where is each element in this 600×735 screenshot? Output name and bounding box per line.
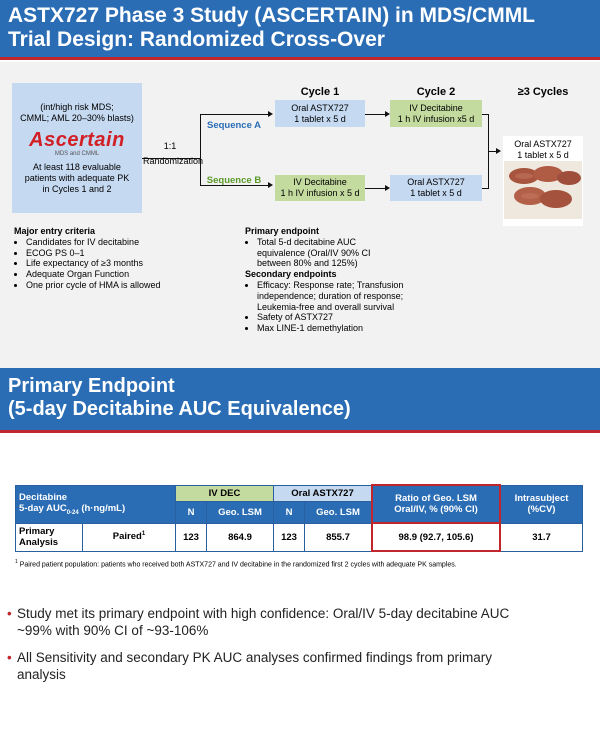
ratio-value: 98.9 (92.7, 105.6) xyxy=(372,523,500,551)
secondary-endpoint-item: • Safety of ASTX727 xyxy=(257,312,445,323)
entry-criteria-item: • Candidates for IV decitabine xyxy=(26,237,244,248)
slide1-title-line1: ASTX727 Phase 3 Study (ASCERTAIN) in MDS/CMML xyxy=(8,4,536,27)
population-line4: patients with adequate PK xyxy=(24,172,130,183)
randomization-ratio: 1:1 xyxy=(163,141,177,151)
population-line2: CMML; AML 20–30% blasts) xyxy=(20,112,134,123)
conclusion-bullet xyxy=(7,649,577,683)
secondary-endpoint-line3: Leukemia-free and overall survival xyxy=(257,301,395,312)
table-col-label-line2 xyxy=(19,503,172,516)
secondary-endpoints-list xyxy=(245,280,445,334)
conclusion-bullet-line1: Study met its primary endpoint with high confidence: Oral/IV 5-day decitabine AUC xyxy=(17,606,510,621)
population-line1: (int/high risk MDS; xyxy=(40,101,114,112)
cycle2-seq-b-line1: Oral ASTX727 xyxy=(407,177,465,187)
intra-value: 31.7 xyxy=(500,523,583,551)
branch-a-line xyxy=(200,114,268,115)
slide2-accent-line xyxy=(0,430,600,433)
population-box xyxy=(12,83,142,213)
logo-subtitle: MDS and CMML xyxy=(54,150,100,157)
sequence-a-label: Sequence A xyxy=(206,120,262,131)
entry-criteria-item: • ECOG PS 0–1 xyxy=(26,248,244,259)
conclusion-bullet xyxy=(7,605,577,639)
ratio-header-line2: Oral/IV, % (90% CI) xyxy=(394,504,478,515)
cycle1-seq-b-box xyxy=(275,175,365,201)
row-label-line1: Primary xyxy=(19,526,55,537)
bullet-dot-icon: • xyxy=(7,606,12,621)
conclusion-bullet-line2: analysis xyxy=(17,667,66,682)
entry-criteria-list xyxy=(14,237,244,291)
table-row xyxy=(16,523,583,551)
row-label-line2: Analysis xyxy=(19,537,59,548)
row-sub-sup: 1 xyxy=(141,531,146,538)
intra-header-line1: Intrasubject xyxy=(514,493,569,504)
entry-criteria-item: • Life expectancy of ≥3 months xyxy=(26,258,244,269)
arrow-c3 xyxy=(496,148,501,154)
primary-endpoint-line2: equivalence (Oral/IV 90% CI xyxy=(257,247,371,258)
row-sub-text: Paired xyxy=(112,531,142,543)
intra-header-line2: (%CV) xyxy=(527,504,556,515)
oral-n-value: 123 xyxy=(274,523,305,551)
secondary-endpoint-line1: • Efficacy: Response rate; Transfusion xyxy=(257,279,404,290)
cycle2-seq-a-line2: 1 h IV infusion x5 d xyxy=(397,113,475,124)
cycle1-header: Cycle 1 xyxy=(300,86,340,98)
arrow-b1 xyxy=(268,182,273,188)
merge-connector xyxy=(488,151,496,152)
randomization-label: Randomization xyxy=(143,156,204,166)
table-ratio-header xyxy=(372,485,500,523)
table-intra-header xyxy=(500,485,583,523)
primary-endpoint-list xyxy=(245,237,445,269)
ascertain-logo: Ascertain xyxy=(29,128,125,151)
primary-endpoint-item xyxy=(257,237,445,269)
slide2-title-line2: (5-day Decitabine AUC Equivalence) xyxy=(8,398,351,420)
secondary-endpoint-item: • Max LINE-1 demethylation xyxy=(257,323,445,334)
tablets-icon xyxy=(504,161,582,219)
slide1-accent-line xyxy=(0,57,600,60)
sequence-b-label: Sequence B xyxy=(206,175,262,186)
conclusion-bullet-line2: ~99% with 90% CI of ~93-106% xyxy=(17,623,209,638)
cycle2-seq-b-line2: 1 tablet x 5 d xyxy=(410,188,462,198)
entry-criteria-item: • One prior cycle of HMA is allowed xyxy=(26,280,244,291)
endpoints xyxy=(245,226,445,334)
auc-label: 5-day AUC xyxy=(19,503,67,515)
cycle1-seq-b-line1: IV Decitabine xyxy=(293,177,347,187)
footnote-sup: 1 xyxy=(15,559,18,565)
cycle2-seq-a-box xyxy=(390,100,482,127)
cycle1-a-connector xyxy=(365,114,385,115)
primary-endpoint-line3: between 80% and 125%) xyxy=(257,258,358,269)
cycle2-seq-a-line1: IV Decitabine xyxy=(409,102,463,113)
slide1-title-line2: Trial Design: Randomized Cross-Over xyxy=(8,28,385,51)
oral-geo-header: Geo. LSM xyxy=(305,501,373,523)
oral-geo-value: 855.7 xyxy=(305,523,373,551)
row-sub-label xyxy=(83,523,176,551)
population-line3: At least 118 evaluable xyxy=(33,161,121,172)
auc-subscript: 0-24 xyxy=(66,509,79,516)
results-table xyxy=(15,484,583,552)
iv-n-header: N xyxy=(176,501,207,523)
cycle3-line2: 1 tablet x 5 d xyxy=(517,150,569,160)
ratio-header-line1: Ratio of Geo. LSM xyxy=(395,493,477,504)
oral-n-header: N xyxy=(274,501,305,523)
cycle3-box xyxy=(503,136,583,226)
iv-n-value: 123 xyxy=(176,523,207,551)
conclusion-bullet-line1: All Sensitivity and secondary PK AUC analyses confirmed findings from primary xyxy=(17,650,492,665)
cycle1-seq-b-line2: 1 h IV infusion x 5 d xyxy=(280,188,360,198)
cycle2-header: Cycle 2 xyxy=(416,86,456,98)
bullet-dot-icon: • xyxy=(7,650,12,665)
table-iv-dec-header: IV DEC xyxy=(176,485,274,501)
primary-endpoint-heading: Primary endpoint xyxy=(245,226,320,236)
secondary-endpoint-line2: independence; duration of response; xyxy=(257,290,404,301)
cycle1-seq-a-box xyxy=(275,100,365,127)
cycle1-seq-a-line1: Oral ASTX727 xyxy=(291,102,349,113)
entry-criteria-heading: Major entry criteria xyxy=(14,226,96,236)
randomization-branch xyxy=(200,114,201,185)
cycle1-b-connector xyxy=(365,188,385,189)
cycle3-line1: Oral ASTX727 xyxy=(514,139,572,149)
table-oral-header: Oral ASTX727 xyxy=(274,485,373,501)
table-col-label xyxy=(16,485,176,523)
iv-geo-header: Geo. LSM xyxy=(207,501,274,523)
slide1-title-banner xyxy=(0,0,600,57)
population-line5: in Cycles 1 and 2 xyxy=(42,183,112,194)
cycle3-header: ≥3 Cycles xyxy=(517,86,569,98)
footnote-text: Paired patient population: patients who received both ASTX727 and IV decitabine in the randomized first 2 cycles with adequate PK samples. xyxy=(17,561,457,569)
iv-geo-value: 864.9 xyxy=(207,523,274,551)
row-label xyxy=(16,523,83,551)
table-col-label-line1: Decitabine xyxy=(19,492,68,504)
cycle1-seq-a-line2: 1 tablet x 5 d xyxy=(294,113,346,124)
cycle2-seq-b-box xyxy=(390,175,482,201)
primary-endpoint-line1: • Total 5-d decitabine AUC xyxy=(257,236,357,247)
auc-unit: (h·ng/mL) xyxy=(78,503,126,515)
secondary-endpoints-heading: Secondary endpoints xyxy=(245,269,337,280)
slide2-title-banner xyxy=(0,368,600,430)
footnote xyxy=(15,558,590,569)
secondary-endpoint-item xyxy=(257,280,445,312)
entry-criteria xyxy=(14,226,244,291)
arrow-a1 xyxy=(268,111,273,117)
slide2-title-line1: Primary Endpoint xyxy=(8,375,175,397)
entry-criteria-item: • Adequate Organ Function xyxy=(26,269,244,280)
